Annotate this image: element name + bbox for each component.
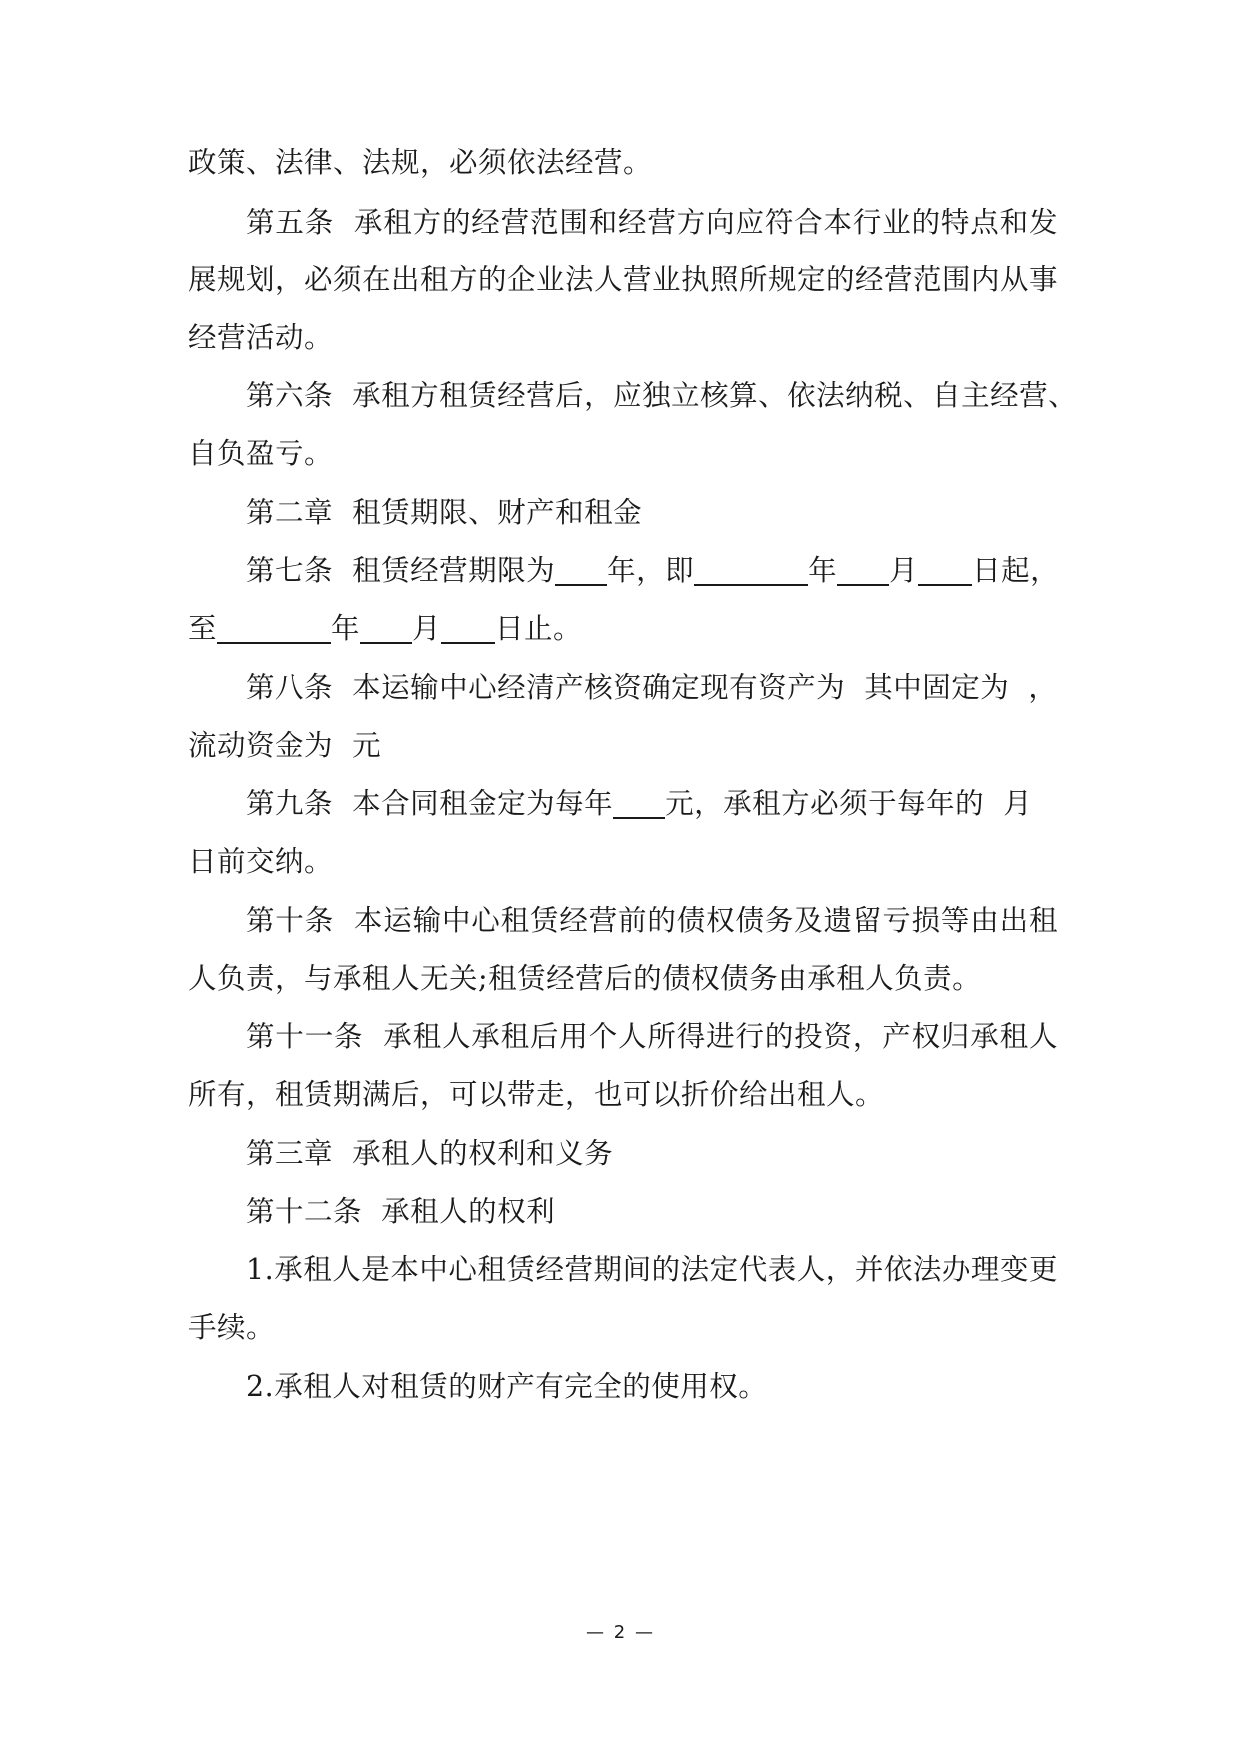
article-7-text: 年，即 [607, 554, 695, 587]
article-6-line: 自负盈亏。 [188, 437, 334, 470]
article-10-line: 第十条 本运输中心租赁经营前的债权债务及遗留亏损等由出租 [246, 904, 1058, 937]
article-9-line [246, 780, 1058, 828]
article-8-line: 第八条 本运输中心经清产核资确定现有资产为 其中固定为 ， [246, 671, 1058, 704]
list-item-line: 2.承租人对租赁的财产有完全的使用权。 [246, 1370, 768, 1403]
page-number: — 2 — [586, 1622, 655, 1643]
list-item-line: 1.承租人是本中心租赁经营期间的法定代表人，并依法办理变更 [246, 1253, 1058, 1286]
article-10-line: 人负责，与承租人无关;租赁经营后的债权债务由承租人负责。 [188, 962, 982, 995]
article-11-line: 所有，租赁期满后，可以带走，也可以折价给出租人。 [188, 1078, 885, 1111]
chapter-2-heading: 第二章 租赁期限、财产和租金 [246, 496, 643, 529]
article-9-text: 元，承租方必须于每年的 月 [665, 787, 1033, 820]
article-7-text: 年 [808, 554, 838, 587]
article-7-line [188, 605, 1058, 653]
article-5-line: 展规划，必须在出租方的企业法人营业执照所规定的经营范围内从事 [188, 263, 1059, 296]
blank-field [694, 554, 808, 586]
blank-field [918, 554, 972, 586]
blank-field [555, 554, 607, 586]
blank-field [441, 612, 495, 644]
blank-field [613, 787, 665, 819]
article-7-text: 日止。 [495, 612, 583, 645]
blank-field [360, 612, 412, 644]
article-8-line: 流动资金为 元 [188, 729, 382, 762]
article-5-line: 经营活动。 [188, 321, 334, 354]
blank-field [217, 612, 331, 644]
blank-field [837, 554, 889, 586]
article-11-line: 第十一条 承租人承租后用个人所得进行的投资，产权归承租人 [246, 1020, 1058, 1053]
article-7-text: 日起， [972, 554, 1060, 587]
chapter-3-heading: 第三章 承租人的权利和义务 [246, 1137, 614, 1170]
article-7-text: 月 [412, 612, 442, 645]
article-12-heading: 第十二条 承租人的权利 [246, 1195, 556, 1228]
article-6-line: 第六条 承租方租赁经营后，应独立核算、依法纳税、自主经营、 [246, 379, 1078, 412]
article-7-text: 年 [331, 612, 361, 645]
article-7-line [246, 547, 1058, 595]
article-7-text: 月 [889, 554, 919, 587]
list-item-line: 手续。 [188, 1311, 276, 1344]
article-7-text: 第七条 租赁经营期限为 [246, 554, 556, 587]
article-9-text: 第九条 本合同租金定为每年 [246, 787, 614, 820]
article-5-line: 第五条 承租方的经营范围和经营方向应符合本行业的特点和发 [246, 206, 1058, 239]
article-9-line: 日前交纳。 [188, 845, 334, 878]
article-7-text: 至 [188, 612, 218, 645]
paragraph-line: 政策、法律、法规，必须依法经营。 [188, 146, 653, 179]
